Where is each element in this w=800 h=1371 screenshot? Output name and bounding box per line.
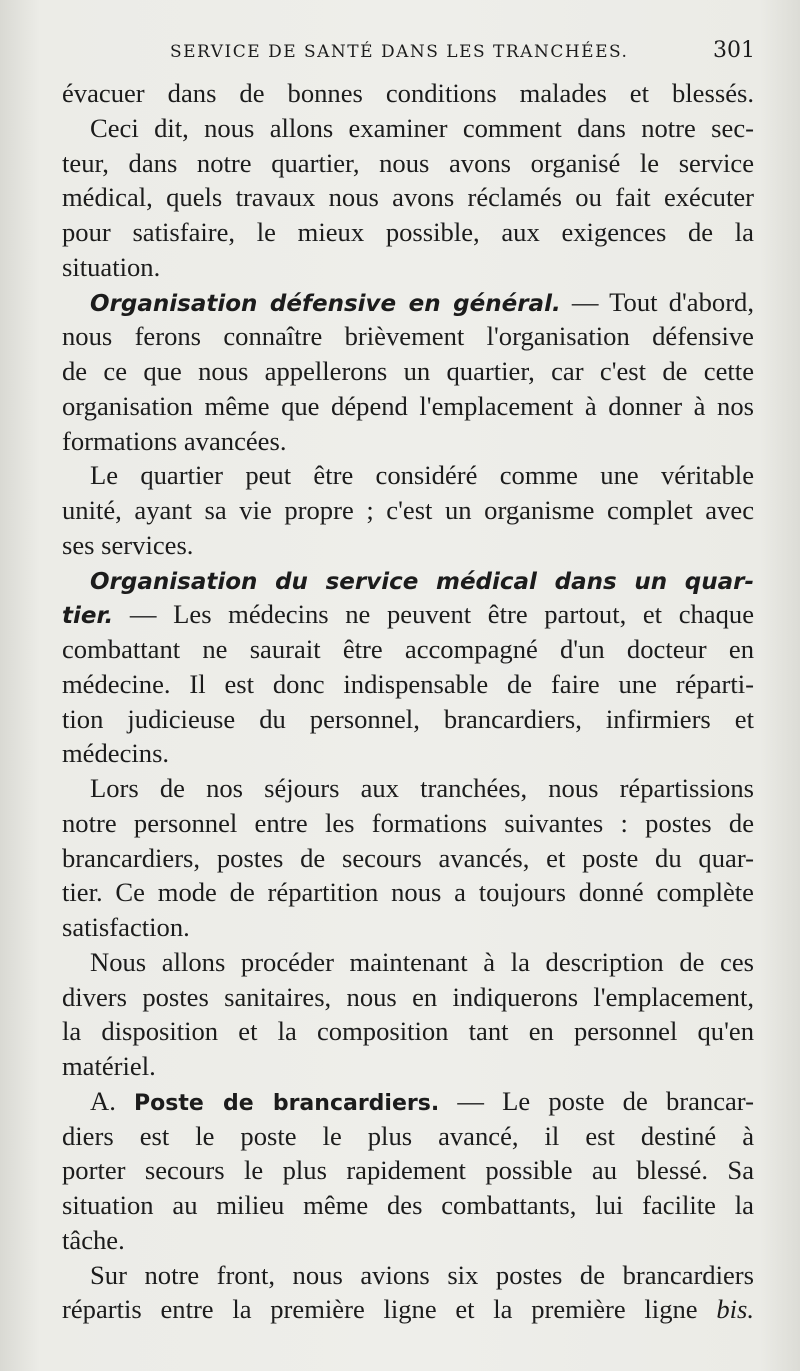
text-line: nous ferons connaître brièvement l'organisation défensive bbox=[62, 321, 754, 352]
text-line: de ce que nous appellerons un quartier, car c'est de cette bbox=[62, 356, 754, 386]
text-line: notre personnel entre les formations suivantes : postes de bbox=[62, 807, 754, 838]
text-line: porter secours le plus rapidement possible au blessé. Sa bbox=[62, 1155, 754, 1186]
running-title: SERVICE DE SANTÉ DANS LES TRANCHÉES. bbox=[170, 42, 629, 62]
section-heading: Organisation du service médical dans un quar- bbox=[90, 568, 754, 595]
text-line: médical, quels travaux nous avons réclamés ou fait exécuter bbox=[62, 182, 754, 213]
text-line: situation au milieu même des combattants, lui facilite la bbox=[62, 1190, 754, 1220]
text-line: matériel. bbox=[62, 1051, 156, 1081]
text-line: unité, ayant sa vie propre ; c'est un organisme complet avec bbox=[62, 495, 754, 525]
text-line: tier. Ce mode de répartition nous a toujours donné complète bbox=[62, 877, 754, 908]
body-text bbox=[62, 76, 754, 1327]
text-line: évacuer dans de bonnes conditions malades et blessés. bbox=[62, 78, 754, 108]
text-line: divers postes sanitaires, nous en indiquerons l'emplacement, bbox=[62, 981, 754, 1012]
section-heading-line bbox=[62, 563, 754, 598]
text-line: répartis entre la première ligne et la première ligne bis. bbox=[62, 1294, 754, 1325]
text-line: ses services. bbox=[62, 529, 194, 560]
section-heading-end: tier. bbox=[62, 603, 114, 630]
text-line: Sur notre front, nous avions six postes de brancardiers bbox=[90, 1259, 754, 1290]
text-line: situation. bbox=[62, 251, 161, 282]
text-line: la disposition et la composition tant en personnel qu'en bbox=[62, 1016, 754, 1047]
section-heading: Poste de brancardiers. bbox=[134, 1090, 440, 1116]
section-heading-line: A. Poste de brancardiers. — Le poste de brancar- bbox=[90, 1085, 754, 1116]
text-line: organisation même que dépend l'emplacement à donner à nos bbox=[62, 390, 754, 421]
text-line: médecins. bbox=[62, 738, 170, 769]
text-line: médecine. Il est donc indispensable de faire une réparti- bbox=[62, 668, 754, 699]
text-line: brancardiers, postes de secours avancés, et poste du quar- bbox=[62, 842, 754, 873]
page-header bbox=[170, 36, 755, 70]
text-line: Ceci dit, nous allons examiner comment dans notre sec- bbox=[90, 112, 754, 143]
page-number: 301 bbox=[713, 38, 755, 63]
text-line: pour satisfaire, le mieux possible, aux exigences de la bbox=[62, 217, 754, 247]
text-line: teur, dans notre quartier, nous avons organisé le service bbox=[62, 147, 754, 178]
text-line: formations avancées. bbox=[62, 425, 287, 456]
section-heading: Organisation défensive en général. bbox=[90, 290, 561, 317]
italic-word: bis. bbox=[716, 1294, 754, 1325]
text-line: tion judicieuse du personnel, brancardiers, infirmiers et bbox=[62, 703, 754, 734]
text-line: tâche. bbox=[62, 1224, 125, 1255]
text-line: diers est le poste le plus avancé, il est destiné à bbox=[62, 1120, 754, 1151]
section-heading-line: Organisation défensive en général. — Tout d'abord, bbox=[90, 286, 754, 317]
text-line: satisfaction. bbox=[62, 912, 190, 942]
text-line: Lors de nos séjours aux tranchées, nous répartissions bbox=[90, 773, 754, 803]
text-line: tier. — Les médecins ne peuvent être partout, et chaque bbox=[62, 599, 754, 630]
text-line: Nous allons procéder maintenant à la description de ces bbox=[90, 946, 754, 977]
text-line: Le quartier peut être considéré comme une véritable bbox=[90, 460, 754, 491]
text-line: combattant ne saurait être accompagné d'un docteur en bbox=[62, 634, 754, 664]
